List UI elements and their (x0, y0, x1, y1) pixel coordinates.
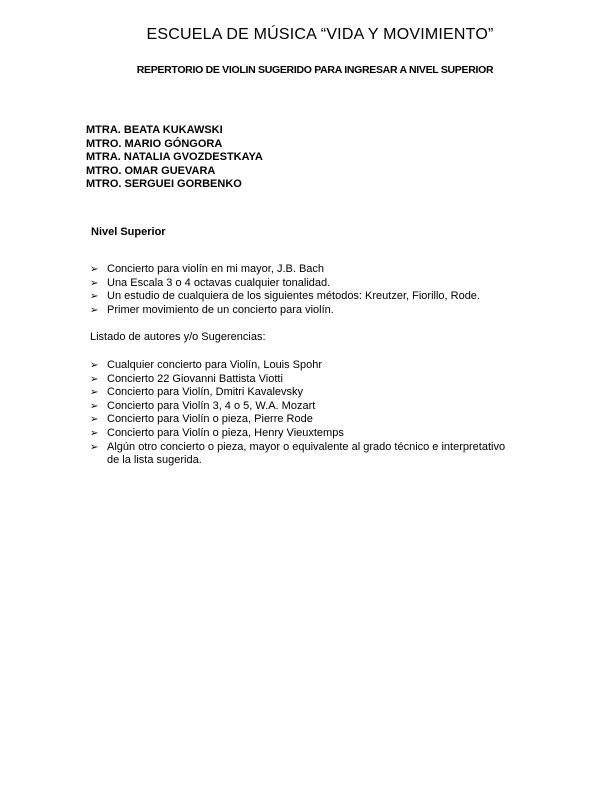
arrow-bullet-icon: ➢ (90, 277, 99, 289)
list-item: ➢ Concierto para Violín 3, 4 o 5, W.A. Mozart (90, 399, 316, 412)
authors-heading: Listado de autores y/o Sugerencias: (90, 331, 266, 343)
authors-list (90, 359, 507, 468)
arrow-bullet-icon: ➢ (90, 373, 99, 385)
teacher-name: MTRA. BEATA KUKAWSKI (86, 124, 223, 136)
list-item: ➢ Algún otro concierto o pieza, mayor o equivalente al grado técnico e interpretativo de la lista sugerida. (90, 440, 506, 467)
arrow-bullet-icon: ➢ (90, 304, 99, 316)
teacher-name: MTRA. NATALIA GVOZDESTKAYA (86, 151, 263, 164)
arrow-bullet-icon: ➢ (90, 400, 99, 412)
arrow-bullet-icon: ➢ (90, 441, 99, 453)
list-item: ➢ Concierto para violín en mi mayor, J.B. Bach (90, 263, 325, 275)
list-item: ➢ Cualquier concierto para Violín, Louis Spohr (90, 359, 323, 371)
teacher-name: MTRO. SERGUEI GORBENKO (86, 178, 242, 191)
list-item: ➢ Primer movimiento de un concierto para violín. (90, 303, 334, 316)
teacher-name: MTRO. MARIO GÓNGORA (86, 137, 223, 150)
list-item: ➢ Una Escala 3 o 4 octavas cualquier tonalidad. (90, 276, 331, 289)
arrow-bullet-icon: ➢ (90, 387, 99, 399)
repertoire-subtitle: REPERTORIO DE VIOLIN SUGERIDO PARA INGRESAR A NIVEL SUPERIOR (136, 64, 494, 76)
level-heading: Nivel Superior (91, 226, 166, 238)
arrow-bullet-icon: ➢ (90, 291, 99, 303)
arrow-bullet-icon: ➢ (90, 360, 99, 371)
list-item: ➢ Concierto para Violín, Dmitri Kavalevsky (90, 386, 304, 399)
list-item: ➢ Concierto para Violín o pieza, Pierre Rode (90, 413, 313, 426)
requirements-list (90, 263, 480, 317)
arrow-bullet-icon: ➢ (90, 264, 99, 275)
list-item: ➢ Concierto 22 Giovanni Battista Viotti (90, 372, 283, 385)
list-item: ➢ Un estudio de cualquiera de los siguientes métodos: Kreutzer, Fiorillo, Rode. (90, 290, 480, 303)
teacher-list (86, 124, 263, 192)
teacher-name: MTRO. OMAR GUEVARA (86, 164, 216, 177)
arrow-bullet-icon: ➢ (90, 427, 99, 439)
list-item: ➢ Concierto para Violín o pieza, Henry Vieuxtemps (90, 426, 344, 439)
arrow-bullet-icon: ➢ (90, 414, 99, 426)
school-title: ESCUELA DE MÚSICA “VIDA Y MOVIMIENTO” (146, 26, 494, 43)
